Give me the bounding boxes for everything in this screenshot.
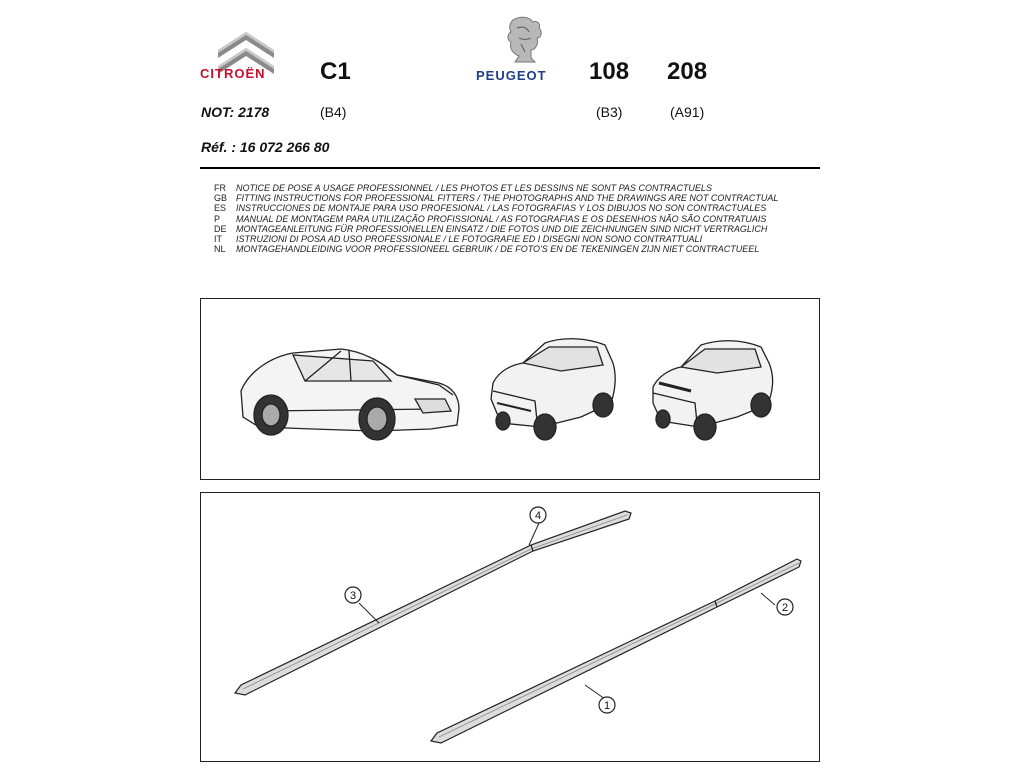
peugeot-variant-108: (B3) [596,104,623,120]
svg-text:3: 3 [349,590,357,602]
trim-strip-lower [431,559,801,743]
citroen-c1-illustration [653,341,773,440]
peugeot-model-208: 208 [667,58,708,85]
parts-panel [200,492,820,762]
notice-fr: FR NOTICE DE POSE A USAGE PROFESSIONNEL / LES PHOTOS ET LES DESSINS NE SONT PAS CONTRACTUELS [214,183,712,193]
citroen-variant: (B4) [320,104,347,120]
language-notices [214,183,824,254]
trim-strip-upper [235,511,631,695]
header-divider [200,167,820,169]
vehicles-panel [200,298,820,480]
notice-es: ES INSTRUCCIONES DE MONTAJE PARA USO PROFESIONAL / LAS FOTOGRAFIAS Y LOS DIBUJOS NO SON CONTRACTUALES [214,203,767,214]
notice-it: IT ISTRUZIONI DI POSA AD USO PROFESSIONALE / LE FOTOGRAFIE ED I DISEGNI NON SONO CONTRATTUALI [214,234,703,245]
citroen-brand-text: CITROËN [200,66,266,81]
callout-4 [528,505,548,525]
peugeot-model-108: 108 [589,58,630,85]
peugeot-108-illustration [491,339,615,440]
notice-nl: NL MONTAGEHANDLEIDING VOOR PROFESSIONEEL GEBRUIK / DE FOTO'S EN DE TEKENINGEN ZIJN NIET CONTRACTUEEL [214,244,760,255]
reference-number: Réf. : 16 072 266 80 [201,139,330,155]
notice-de: DE MONTAGEANLEITUNG FÜR PROFESSIONELLEN EINSATZ / DIE FOTOS UND DIE ZEICHNUNGEN SIND NICHT VERTRAGLICH [214,223,768,234]
notice-p: P MANUAL DE MONTAGEM PARA UTILIZAÇÃO PROFISSIONAL / AS FOTOGRAFIAS E OS DESENHOS NÃO SÃO CONTRATUAIS [214,213,767,224]
peugeot-brand-text: PEUGEOT [476,68,547,83]
peugeot-variant-208: (A91) [670,104,705,120]
svg-text:1: 1 [603,700,611,712]
notice-gb: GB FITTING INSTRUCTIONS FOR PROFESSIONAL FITTERS / THE PHOTOGRAPHS AND THE DRAWINGS ARE NOT CONTRACTUAL [214,193,779,204]
callout-3 [343,585,363,605]
svg-text:2: 2 [781,602,789,614]
notice-number: NOT: 2178 [201,104,270,120]
callout-2 [775,597,795,617]
citroen-model: C1 [320,58,351,85]
svg-text:4: 4 [534,510,542,522]
peugeot-208-illustration [241,349,459,440]
callout-1 [597,695,617,715]
peugeot-lion-icon [495,14,555,66]
